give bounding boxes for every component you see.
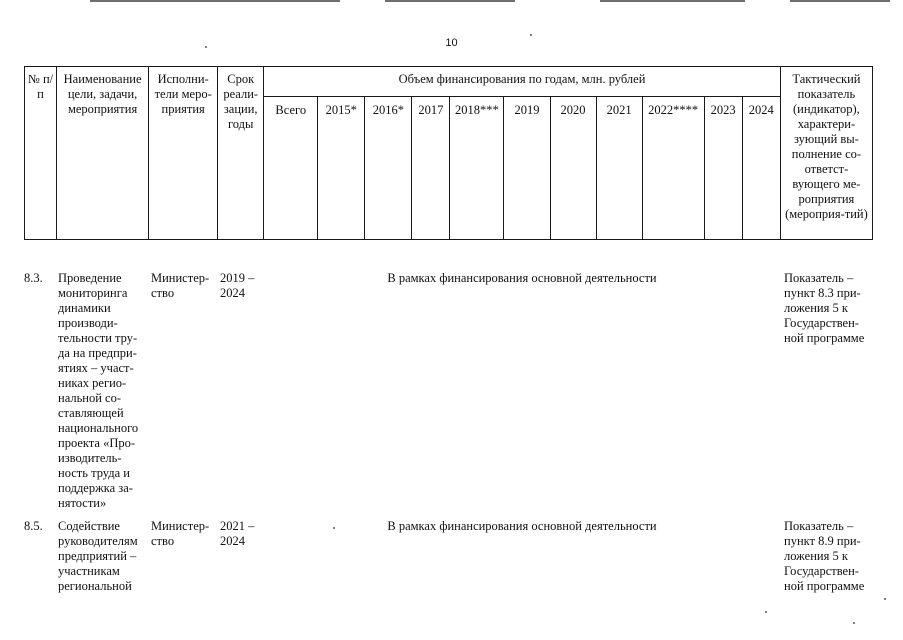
header-year-2015: 2015* bbox=[318, 97, 365, 240]
row-number: 8.5. bbox=[24, 519, 43, 533]
header-num: № п/п bbox=[25, 67, 57, 240]
row-name-line: предприятий – bbox=[58, 549, 137, 563]
row-name-line: да на предпри- bbox=[58, 346, 137, 360]
row-funding: В рамках финансирования основной деятельности bbox=[387, 519, 657, 533]
row-indicator: Показатель – пункт 8.9 при-ложения 5 к Государствен-ной программе bbox=[784, 519, 865, 593]
header-funding: Объем финансирования по годам, млн. рублей bbox=[264, 67, 781, 97]
row-name-line: ятиях – участ- bbox=[58, 361, 134, 375]
header-year-2016: 2016* bbox=[365, 97, 412, 240]
row-name-line: ставляющей bbox=[58, 406, 124, 420]
header-year-2017: 2017 bbox=[412, 97, 450, 240]
row-name-line: изводитель- bbox=[58, 451, 122, 465]
row-name-line: Проведение bbox=[58, 271, 122, 285]
row-indicator: Показатель – пункт 8.3 при-ложения 5 к Государствен-ной программе bbox=[784, 271, 865, 345]
row-name-line: национального bbox=[58, 421, 139, 435]
row-name bbox=[58, 271, 144, 511]
header-term: Срок реали-зации, годы bbox=[218, 67, 264, 240]
row-name-line: нальной со- bbox=[58, 391, 122, 405]
page-number: 10 bbox=[445, 37, 458, 49]
header-year-2020: 2020 bbox=[550, 97, 596, 240]
header-name: Наименование цели, задачи, мероприятия bbox=[57, 67, 149, 240]
scan-edge-line bbox=[385, 0, 515, 2]
header-indicator: Тактический показатель (индикатор), характери-зующий вы-полнение со-ответст-вующего ме-роприятия (мероприя-тий) bbox=[780, 67, 872, 240]
row-name-line: руководителям bbox=[58, 534, 138, 548]
row-executor: Министер-ство bbox=[151, 519, 210, 548]
row-funding: В рамках финансирования основной деятельности bbox=[387, 271, 657, 285]
row-name-line: никах регио- bbox=[58, 376, 127, 390]
scan-speck bbox=[765, 611, 767, 613]
scan-speck bbox=[884, 598, 886, 600]
header-year-2021: 2021 bbox=[596, 97, 642, 240]
row-name-line: динамики bbox=[58, 301, 111, 315]
row-name-line: Содействие bbox=[58, 519, 120, 533]
row-name-line: региональной bbox=[58, 579, 132, 593]
row-name-line: мониторинга bbox=[58, 286, 128, 300]
header-year-2022: 2022**** bbox=[642, 97, 704, 240]
scan-edge-line bbox=[790, 0, 890, 2]
header-year-total: Всего bbox=[264, 97, 318, 240]
row-name-line: нятости» bbox=[58, 496, 107, 510]
row-name-line: производи- bbox=[58, 316, 118, 330]
row-name-line: проекта «Про- bbox=[58, 436, 136, 450]
scan-speck bbox=[853, 622, 855, 624]
row-name-line: поддержка за- bbox=[58, 481, 133, 495]
header-executors: Исполни-тели меро-приятия bbox=[149, 67, 218, 240]
header-year-2023: 2023 bbox=[704, 97, 742, 240]
row-number: 8.3. bbox=[24, 271, 43, 285]
row-name bbox=[58, 519, 144, 594]
table-header bbox=[24, 66, 873, 240]
row-executor: Министер-ство bbox=[151, 271, 210, 300]
header-year-2018: 2018*** bbox=[450, 97, 504, 240]
header-year-2024: 2024 bbox=[742, 97, 780, 240]
row-name-line: тельности тру- bbox=[58, 331, 138, 345]
row-term: 2021 – 2024 bbox=[220, 519, 255, 548]
scan-edge-line bbox=[90, 0, 340, 2]
row-name-line: ность труда и bbox=[58, 466, 130, 480]
header-year-2019: 2019 bbox=[504, 97, 550, 240]
row-name-line: участникам bbox=[58, 564, 120, 578]
row-term: 2019 – 2024 bbox=[220, 271, 255, 300]
scan-edge-line bbox=[600, 0, 745, 2]
